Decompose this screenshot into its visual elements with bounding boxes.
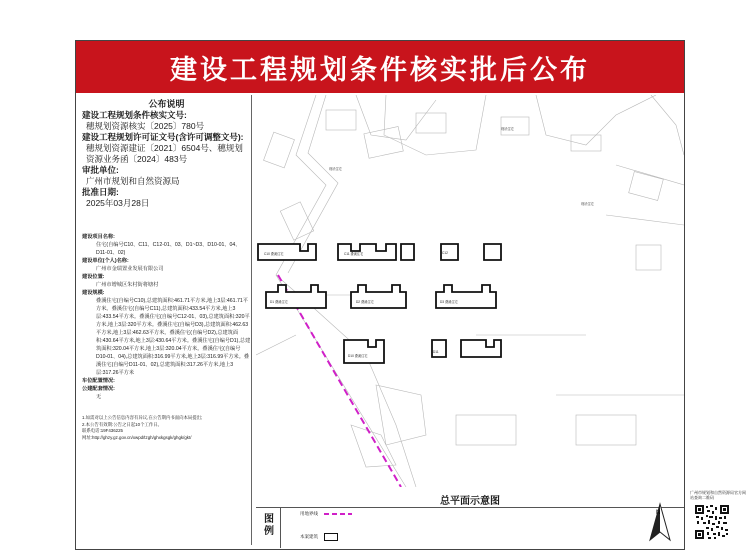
unit-label: 建设单位(个人)名称:: [82, 258, 129, 264]
permit-number-label: 建设工程规划许可证文号(含许可调整文号):: [82, 132, 244, 142]
notice-panel: [82, 95, 252, 545]
legend-building-swatch: [324, 533, 338, 541]
note-phone: 联系电话:19F436225: [82, 428, 123, 433]
label-existing-3: 现状住宅: [581, 202, 594, 206]
label-d3: D3 叠溪住宅: [440, 300, 458, 304]
legend-boundary-label: 用地界线: [300, 511, 318, 516]
label-c11: C11 叠溪住宅: [344, 252, 364, 256]
approver-label: 审批单位:: [82, 165, 119, 175]
approver-value: 广州市规划和自然资源局: [86, 176, 180, 186]
label-c12: C12: [442, 251, 448, 255]
building-c12c: [484, 244, 501, 260]
qr-code-icon[interactable]: [694, 504, 730, 540]
legend-title: 图例: [264, 514, 274, 537]
legend-boundary-swatch: [324, 510, 352, 518]
public-value: 无: [96, 394, 102, 400]
label-existing-2: 现状住宅: [501, 127, 514, 131]
core-number-label: 建设工程规划条件核实文号:: [82, 110, 187, 120]
label-existing-1: 现状住宅: [329, 167, 342, 171]
note-url: 网址:http://ghzy.gz.gov.cn/xwpd/tzgh/ghxkgsgk/ghgk/gkt/: [82, 434, 192, 440]
label-d10: D10 叠溪住宅: [348, 354, 368, 358]
core-number-value: 穗规划资源核实〔2025〕780号: [86, 121, 205, 131]
location-label: 建设位置:: [82, 274, 105, 280]
note-line-2: 2.本公告有效期:公告之日起10个工作日。: [82, 421, 163, 427]
permit-number-value: 穗规划资源建证〔2021〕6504号、穗规划资源业务函〔2024〕483号: [86, 143, 243, 164]
building-d11b: [461, 340, 501, 357]
location-value: 广州市增城区朱村街将塘村: [96, 282, 159, 288]
map-caption: 总平面示意图: [440, 496, 500, 507]
building-d10: [344, 340, 384, 363]
legend: [256, 507, 684, 547]
scale-value: 叠溪住宅(自编号C10),总建筑面积:461.71平方米,地上3层:461.71平方米。叠溪住宅(自编号C11),总建筑面积:433.54平方米,地上3层:433.54平方米。叠溪住宅(自编号C12-01、03),总建筑面积:320平方米,地上3层:320平方米。叠溪住宅(自编号D3),总建筑面积:462.63平方米,地上3层:462.63平方米。叠溪住宅(自编号D2),总建筑面积:430.64平方米,地上3层:430.64平方米。叠溪住宅(自编号D1),总建筑面积:320.04平方米,地上3层:320.04平方米。叠溪住宅(自编号D10-01、04),总建筑面积:316.99平方米,地上3层:316.99平方米。叠溪住宅(自编号D11-01、02),总建筑面积:317.26平方米,地上3层:317.26平方米: [96, 298, 251, 376]
unit-value: 广州市金瑞置业发展有限公司: [96, 266, 164, 272]
building-c12a: [401, 244, 414, 260]
legend-building-label: 本案建筑: [300, 534, 318, 539]
scale-label: 建设规模:: [82, 290, 105, 296]
project-value: 住宅(自编号C10、C11、C12-01、03、D1~D3、D10-01、04、D11-01、02): [96, 242, 241, 256]
north-arrow-icon: [646, 502, 674, 546]
label-c10: C10 叠溪住宅: [264, 252, 284, 256]
notice-title: 公布说明: [148, 99, 185, 109]
label-d2: D2 叠溪住宅: [356, 300, 374, 304]
banner-title: 建设工程规划条件核实批后公布: [76, 41, 684, 93]
public-label: 公建配套情况:: [82, 386, 115, 392]
site-plan-map: [256, 95, 684, 487]
svg-text:N: N: [656, 510, 661, 516]
label-d1: D1 叠溪住宅: [270, 300, 288, 304]
note-line-1: 1.如需对以上公告信息内容有异议,在公告期内书面向本局提出;: [82, 415, 203, 420]
project-label: 建设项目名称:: [82, 234, 115, 240]
parking-label: 车位配置情况:: [82, 378, 115, 384]
notice-frame: [75, 40, 685, 550]
building-d11a: [432, 340, 446, 357]
legend-divider: [280, 508, 281, 548]
date-value: 2025年03月28日: [86, 198, 150, 208]
qr-caption: 广州市规划和自然资源局官方网站查询二维码: [690, 490, 746, 500]
label-d11: D11: [433, 350, 439, 354]
date-label: 批准日期:: [82, 187, 119, 197]
